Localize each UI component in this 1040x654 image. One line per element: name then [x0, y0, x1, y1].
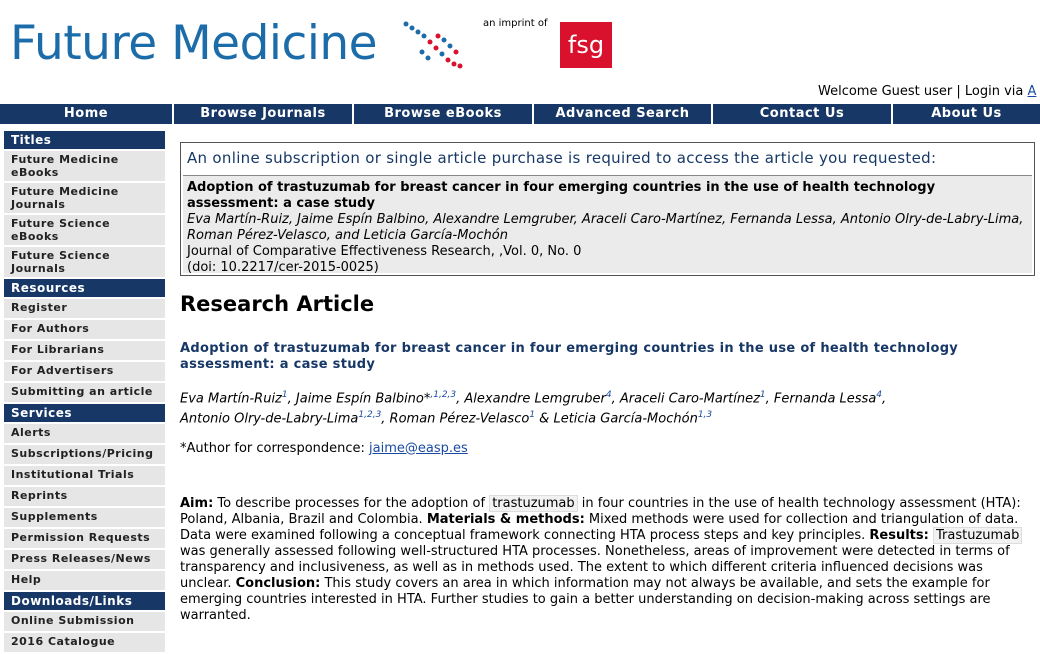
- author-name: , Roman Pérez-Velasco: [381, 411, 530, 427]
- sidebar-item-subscriptions[interactable]: Subscriptions/Pricing: [4, 445, 165, 464]
- sidebar-item-online-submission[interactable]: Online Submission: [4, 612, 165, 631]
- site-header: [0, 0, 1040, 104]
- author-affiliation[interactable]: 1,2,3: [358, 410, 382, 421]
- sidebar-item-alerts[interactable]: Alerts: [4, 424, 165, 443]
- author-name: , Araceli Caro-Martínez: [611, 391, 760, 407]
- fsg-logo[interactable]: fsg: [560, 22, 612, 68]
- sidebar-item-permission-requests[interactable]: Permission Requests: [4, 529, 165, 548]
- sidebar-item-fs-ebooks[interactable]: Future Science eBooks: [4, 215, 165, 245]
- sidebar-heading-downloads: Downloads/Links: [4, 592, 165, 610]
- notice-article-title: Adoption of trastuzumab for breast cancer in four emerging countries in the use of health technology assessment: a case study: [187, 180, 936, 211]
- sidebar-item-for-authors[interactable]: For Authors: [4, 320, 165, 339]
- sidebar-item-catalogue[interactable]: 2016 Catalogue: [4, 633, 165, 652]
- sidebar-item-fm-ebooks[interactable]: Future Medicine eBooks: [4, 151, 165, 181]
- sidebar-item-submitting-article[interactable]: Submitting an article: [4, 383, 165, 402]
- sidebar-heading-services: Services: [4, 404, 165, 422]
- sidebar-item-fm-journals[interactable]: Future Medicine Journals: [4, 183, 165, 213]
- sidebar-item-for-librarians[interactable]: For Librarians: [4, 341, 165, 360]
- abstract-conclusion-label: Conclusion:: [235, 575, 321, 591]
- nav-tab-about-us[interactable]: About Us: [893, 104, 1040, 124]
- nav-tab-advanced-search[interactable]: Advanced Search: [534, 104, 713, 124]
- nav-tab-browse-journals[interactable]: Browse Journals: [174, 104, 354, 124]
- sidebar-item-help[interactable]: Help: [4, 571, 165, 590]
- abstract: [180, 496, 1032, 624]
- article-title: Adoption of trastuzumab for breast cancer in four emerging countries in the use of health technology assessment: a case study: [180, 341, 959, 372]
- access-notice: [180, 142, 1035, 276]
- sidebar-item-press-releases[interactable]: Press Releases/News: [4, 550, 165, 569]
- page-title: Research Article: [180, 292, 375, 316]
- author-name: Eva Martín-Ruiz: [180, 391, 282, 407]
- notice-title: An online subscription or single article purchase is required to access the article you requested:: [187, 149, 937, 167]
- author-name: , Alexandre Lemgruber: [456, 391, 606, 407]
- abstract-conclusion-text: This study covers an area in which information may not always be available, and sets the example for emerging countries interested in HTA. Further studies to gain a better understanding on decision-making across settings are warranted.: [180, 575, 991, 623]
- logo-dots-icon: [400, 18, 470, 74]
- notice-article-info: [183, 175, 1032, 273]
- sidebar-item-supplements[interactable]: Supplements: [4, 508, 165, 527]
- nav-tab-contact-us[interactable]: Contact Us: [713, 104, 893, 124]
- correspondence-label: *Author for correspondence:: [180, 440, 370, 456]
- author-name: , Jaime Espín Balbino*: [287, 391, 431, 407]
- abstract-results-label: Results:: [869, 527, 929, 543]
- author-separator: ,: [882, 391, 887, 407]
- author-name: & Leticia García-Mochón: [535, 411, 698, 427]
- nav-tab-browse-ebooks[interactable]: Browse eBooks: [354, 104, 534, 124]
- notice-journal: Journal of Comparative Effectiveness Research, ,Vol. 0, No. 0: [187, 244, 582, 259]
- author-affiliation[interactable]: 1: [529, 410, 536, 421]
- sidebar-heading-titles: Titles: [4, 131, 165, 149]
- correspondence-email-link[interactable]: jaime@easp.es: [369, 440, 468, 456]
- notice-authors: Eva Martín-Ruiz, Jaime Espín Balbino, Alexandre Lemgruber, Araceli Caro-Martínez, Fernanda Lessa, Antonio Olry-de-Labry-Lima, Roman Pérez-Velasco, and Leticia García-Mochón: [187, 212, 1024, 243]
- abstract-aim-text: in four countries in the use of health technology assessment (HTA): Poland, Albania, Brazil and Colombia.: [180, 495, 1021, 527]
- nav-tab-home[interactable]: Home: [0, 104, 174, 124]
- sidebar-heading-resources: Resources: [4, 279, 165, 297]
- notice-doi: (doi: 10.2217/cer-2015-0025): [187, 260, 379, 275]
- welcome-message: [818, 84, 1036, 99]
- sidebar-item-register[interactable]: Register: [4, 299, 165, 318]
- author-affiliation[interactable]: 1: [759, 390, 766, 400]
- author-name: , Fernanda Lessa: [765, 391, 877, 407]
- abstract-results-text: was generally assessed following well-structured HTA processes. Nonetheless, areas of improvement were detected in terms of transparency and inclusiveness, as well as in methods used. The extent to which different criteria influenced decisions was unclear.: [180, 543, 1010, 591]
- sidebar-item-reprints[interactable]: Reprints: [4, 487, 165, 506]
- abstract-methods-label: Materials & methods:: [426, 511, 585, 527]
- imprint-label: an imprint of: [483, 18, 548, 29]
- login-link[interactable]: A: [1027, 84, 1037, 99]
- author-affiliation[interactable]: 1: [281, 390, 288, 400]
- author-affiliation[interactable]: 1,3: [697, 410, 713, 421]
- sidebar-item-fs-journals[interactable]: Future Science Journals: [4, 247, 165, 277]
- sidebar-item-for-advertisers[interactable]: For Advertisers: [4, 362, 165, 381]
- future-medicine-logo[interactable]: Future Medicine: [10, 16, 378, 71]
- author-name: Antonio Olry-de-Labry-Lima: [180, 411, 359, 427]
- author-affiliation[interactable]: ,1,2,3: [430, 390, 457, 400]
- article-authors: [180, 387, 1032, 428]
- sidebar-item-institutional-trials[interactable]: Institutional Trials: [4, 466, 165, 485]
- sidebar: [4, 131, 165, 654]
- abstract-aim-label: Aim:: [180, 495, 214, 511]
- keyword-highlight: trastuzumab: [489, 495, 577, 512]
- main-nav: [0, 104, 1040, 124]
- article: [180, 292, 1032, 624]
- abstract-methods-text: Mixed methods were used for collection and triangulation of data. Data were examined following a conceptual framework connecting HTA process steps and key principles.: [180, 511, 1019, 543]
- keyword-highlight: Trastuzumab: [933, 527, 1022, 544]
- author-affiliation[interactable]: 4: [605, 390, 612, 400]
- author-affiliation[interactable]: 4: [876, 390, 883, 400]
- welcome-text: Welcome Guest user | Login via: [818, 84, 1028, 99]
- correspondence: [180, 441, 1032, 456]
- abstract-aim-text: To describe processes for the adoption of: [213, 495, 490, 511]
